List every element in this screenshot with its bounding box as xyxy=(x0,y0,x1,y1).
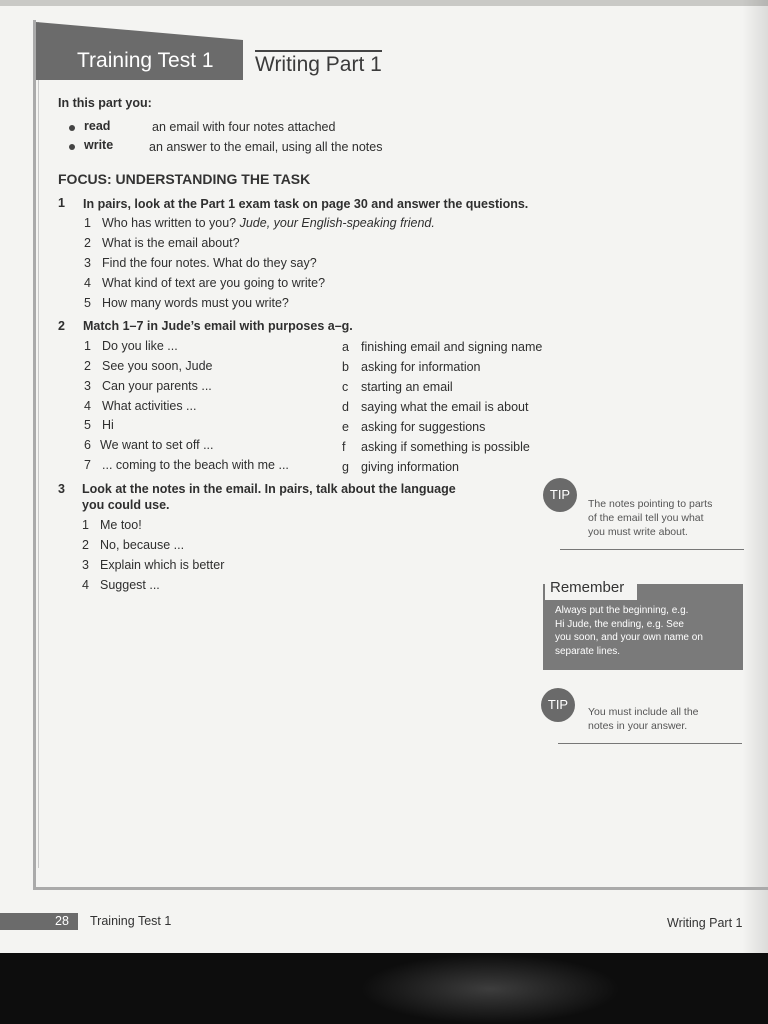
q2-left-text: Can your parents ... xyxy=(102,379,212,393)
bullet-dot xyxy=(69,144,75,150)
tip-text-line: notes in your answer. xyxy=(588,720,688,732)
q1-item-number: 3 xyxy=(84,256,91,270)
intro-bullet-verb: write xyxy=(84,138,114,152)
q2-left-number: 1 xyxy=(84,339,91,353)
intro-heading: In this part you: xyxy=(58,96,152,110)
intro-bullet-text: an answer to the email, using all the notes xyxy=(149,140,383,154)
focus-heading: FOCUS: UNDERSTANDING THE TASK xyxy=(58,171,311,187)
q2-right-text: giving information xyxy=(361,460,459,474)
q2-left-number: 4 xyxy=(84,399,91,413)
q2-left-text: What activities ... xyxy=(102,399,197,413)
q2-right-text: asking for information xyxy=(361,360,481,374)
tip-text-line: you must write about. xyxy=(588,526,688,538)
q1-item-number: 4 xyxy=(84,276,91,290)
remember-line: Always put the beginning, e.g. xyxy=(555,605,689,616)
q1-item-number: 5 xyxy=(84,296,91,310)
q1-item-number: 2 xyxy=(84,236,91,250)
q3-item-number: 2 xyxy=(82,538,89,552)
q2-left-text: Hi xyxy=(102,418,114,432)
q2-left-text: ... coming to the beach with me ... xyxy=(102,458,289,472)
intro-bullet-text: an email with four notes attached xyxy=(152,120,336,134)
q3-item-number: 1 xyxy=(82,518,89,532)
q2-right-text: starting an email xyxy=(361,380,453,394)
header-band-title: Training Test 1 xyxy=(77,49,214,72)
q3-item-text: Me too! xyxy=(100,518,142,532)
q2-right-text: asking if something is possible xyxy=(361,440,530,454)
tip-divider xyxy=(560,549,744,550)
footer-left-text: Training Test 1 xyxy=(90,914,172,928)
footer-right-text: Writing Part 1 xyxy=(667,916,743,930)
question-instruction: In pairs, look at the Part 1 exam task on page 30 and answer the questions. xyxy=(83,197,529,211)
q1-item-number: 1 xyxy=(84,216,91,230)
tip-text-line: You must include all the xyxy=(588,706,699,718)
q1-item-text: Who has written to you? Jude, your English-speaking friend. xyxy=(102,216,435,230)
q1-item-text: What is the email about? xyxy=(102,236,240,250)
q2-left-number: 5 xyxy=(84,418,91,432)
tip-divider xyxy=(558,743,742,744)
intro-bullet-verb: read xyxy=(84,119,111,133)
q3-item-number: 3 xyxy=(82,558,89,572)
tip-badge: TIP xyxy=(541,688,575,722)
q1-item-answer: Jude, your English-speaking friend. xyxy=(239,216,435,230)
question-instruction: Match 1–7 in Jude’s email with purposes a–g. xyxy=(83,319,353,333)
q3-item-text: No, because ... xyxy=(100,538,185,552)
question-instruction: Look at the notes in the email. In pairs, talk about the language xyxy=(82,482,456,496)
remember-text xyxy=(555,604,703,658)
q2-right-letter: a xyxy=(342,340,349,354)
q2-right-letter: g xyxy=(342,460,349,474)
page-top-edge xyxy=(0,0,768,6)
remember-line: Hi Jude, the ending, e.g. See xyxy=(555,618,684,630)
q2-right-text: finishing email and signing name xyxy=(361,340,543,354)
q3-item-text: Explain which is better xyxy=(100,558,225,572)
q2-left-text: See you soon, Jude xyxy=(102,359,213,373)
q2-left-number: 2 xyxy=(84,359,91,373)
question-number: 1 xyxy=(58,196,65,210)
q2-left-number: 6 xyxy=(84,438,91,452)
tip-text-line: The notes pointing to parts xyxy=(588,498,713,510)
q1-item-text: Find the four notes. What do they say? xyxy=(102,256,317,270)
q2-left-text: We want to set off ... xyxy=(100,438,214,452)
remember-title: Remember xyxy=(545,578,637,600)
q2-right-text: asking for suggestions xyxy=(361,420,486,434)
q2-right-letter: b xyxy=(342,360,349,374)
header-part-title: Writing Part 1 xyxy=(255,50,382,77)
remember-line: you soon, and your own name on xyxy=(555,632,703,643)
remember-line: separate lines. xyxy=(555,645,621,657)
page-frame-inner-line xyxy=(38,22,39,868)
q2-right-text: saying what the email is about xyxy=(361,400,529,414)
q2-left-number: 7 xyxy=(84,458,91,472)
q2-left-text: Do you like ... xyxy=(102,339,178,353)
page-number: 28 xyxy=(55,914,69,928)
bullet-dot xyxy=(69,125,75,131)
page-frame xyxy=(33,20,768,890)
question-number: 3 xyxy=(58,482,65,496)
question-instruction-cont: you could use. xyxy=(82,498,170,512)
question-number: 2 xyxy=(58,319,65,333)
q1-item-text: How many words must you write? xyxy=(102,296,289,310)
q2-right-letter: c xyxy=(342,380,349,394)
q2-left-number: 3 xyxy=(84,379,91,393)
q2-right-letter: f xyxy=(342,440,346,454)
q3-item-number: 4 xyxy=(82,578,89,592)
scan-shadow xyxy=(360,954,620,1024)
q3-item-text: Suggest ... xyxy=(100,578,160,592)
q2-right-letter: d xyxy=(342,400,349,414)
tip-badge: TIP xyxy=(543,478,577,512)
q2-right-letter: e xyxy=(342,420,349,434)
tip-text-line: of the email tell you what xyxy=(588,512,704,524)
q1-item-text: What kind of text are you going to write? xyxy=(102,276,326,290)
